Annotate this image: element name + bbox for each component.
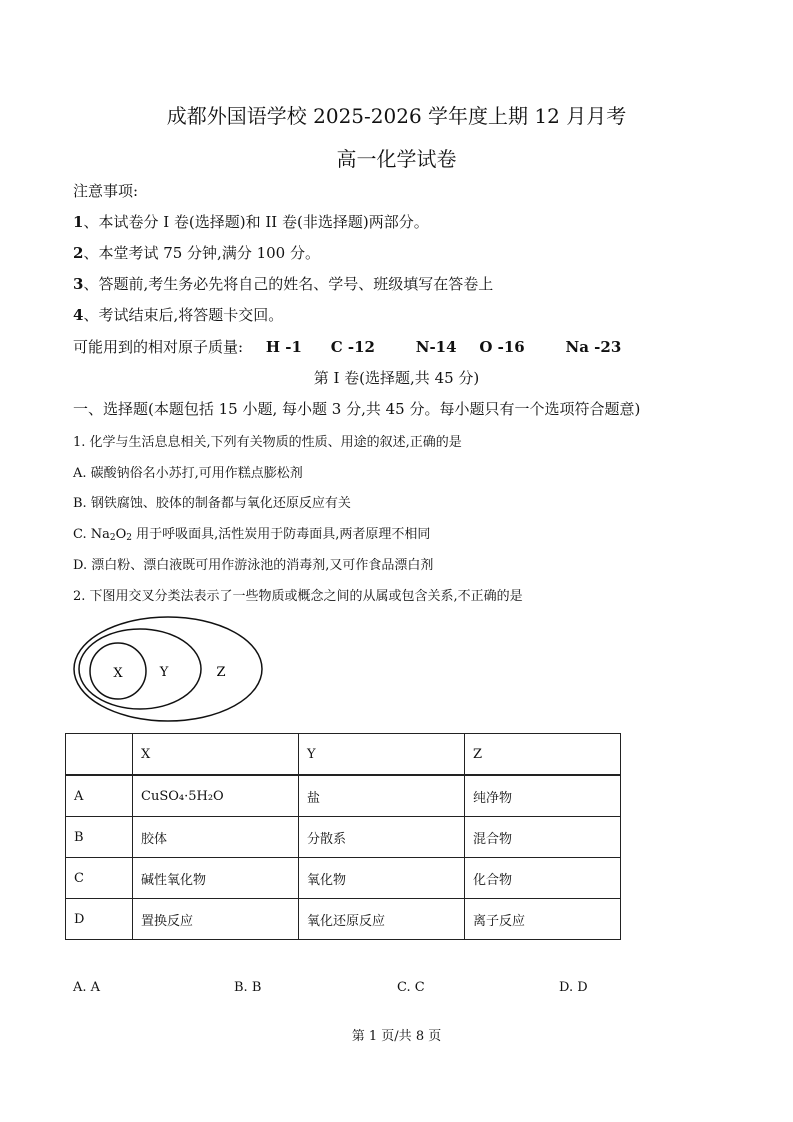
table-cell: D [66, 899, 133, 940]
y-ellipse [79, 629, 201, 709]
exam-title: 成都外国语学校 2025-2026 学年度上期 12 月月考 [166, 104, 627, 128]
note-item: 3、答题前,考生务必先将自己的姓名、学号、班级填写在答卷上 [73, 275, 494, 293]
question-1-stem: 1. 化学与生活息息相关,下列有关物质的性质、用途的叙述,正确的是 [73, 435, 462, 450]
table-cell: 化合物 [465, 858, 621, 899]
q1-option-b: B. 钢铁腐蚀、胶体的制备都与氧化还原反应有关 [73, 496, 351, 511]
table-row [66, 858, 621, 899]
table-row [66, 817, 621, 858]
venn-diagram [70, 615, 270, 725]
note-item: 2、本堂考试 75 分钟,满分 100 分。 [73, 244, 320, 262]
table-cell: C [66, 858, 133, 899]
page-number: 第 1 页/共 8 页 [351, 1029, 442, 1044]
table-cell: 氧化还原反应 [299, 899, 465, 940]
q2-choice-c: C. C [397, 980, 425, 995]
section-title: 第 I 卷(选择题,共 45 分) [313, 369, 480, 387]
table-cell: Z [465, 734, 621, 776]
atomic-mass: O -16 [479, 338, 525, 356]
table-cell: B [66, 817, 133, 858]
table-cell: 纯净物 [465, 775, 621, 817]
table-cell: 分散系 [299, 817, 465, 858]
table-cell: A [66, 775, 133, 817]
atomic-mass: N-14 [415, 338, 457, 356]
notes-heading: 注意事项: [73, 182, 139, 200]
table-cell: X [133, 734, 299, 776]
table-cell: 盐 [299, 775, 465, 817]
atomic-mass-label: 可能用到的相对原子质量: [73, 338, 244, 356]
exam-subtitle: 高一化学试卷 [336, 147, 457, 171]
note-item: 1、本试卷分 I 卷(选择题)和 II 卷(非选择题)两部分。 [73, 213, 429, 231]
x-label: X [113, 666, 123, 681]
table-header-row [66, 734, 621, 776]
question-2-stem: 2. 下图用交叉分类法表示了一些物质或概念之间的从属或包含关系,不正确的是 [73, 589, 523, 604]
table-cell: 离子反应 [465, 899, 621, 940]
table-cell: 置换反应 [133, 899, 299, 940]
table-row [66, 899, 621, 940]
atomic-mass: C -12 [330, 338, 375, 356]
table-cell: 混合物 [465, 817, 621, 858]
atomic-mass: H -1 [265, 338, 302, 356]
table-cell [66, 734, 133, 776]
q1-option-a: A. 碳酸钠俗名小苏打,可用作糕点膨松剂 [73, 466, 303, 481]
atomic-mass: Na -23 [565, 338, 622, 356]
q1-option-d: D. 漂白粉、漂白液既可用作游泳池的消毒剂,又可作食品漂白剂 [73, 558, 434, 573]
z-label: Z [216, 665, 226, 680]
q2-table [65, 733, 621, 940]
table-cell: CuSO₄·5H₂O [133, 775, 299, 817]
table-row [66, 775, 621, 817]
y-label: Y [159, 665, 169, 680]
table-cell: 氧化物 [299, 858, 465, 899]
atomic-mass-line [73, 336, 621, 357]
table-cell: 碱性氧化物 [133, 858, 299, 899]
q2-choice-d: D. D [559, 980, 588, 995]
note-item: 4、考试结束后,将答题卡交回。 [73, 306, 284, 324]
q2-choice-b: B. B [234, 980, 262, 995]
table-cell: Y [299, 734, 465, 776]
section-instruction: 一、选择题(本题包括 15 小题, 每小题 3 分,共 45 分。每小题只有一个选项符合题意) [73, 400, 641, 418]
q2-choice-a: A. A [73, 980, 101, 995]
table-cell: 胶体 [133, 817, 299, 858]
q1-option-c: C. $Na_2O_2$ 用于呼吸面具,活性炭用于防毒面具,两者原理不相同 [73, 527, 431, 543]
